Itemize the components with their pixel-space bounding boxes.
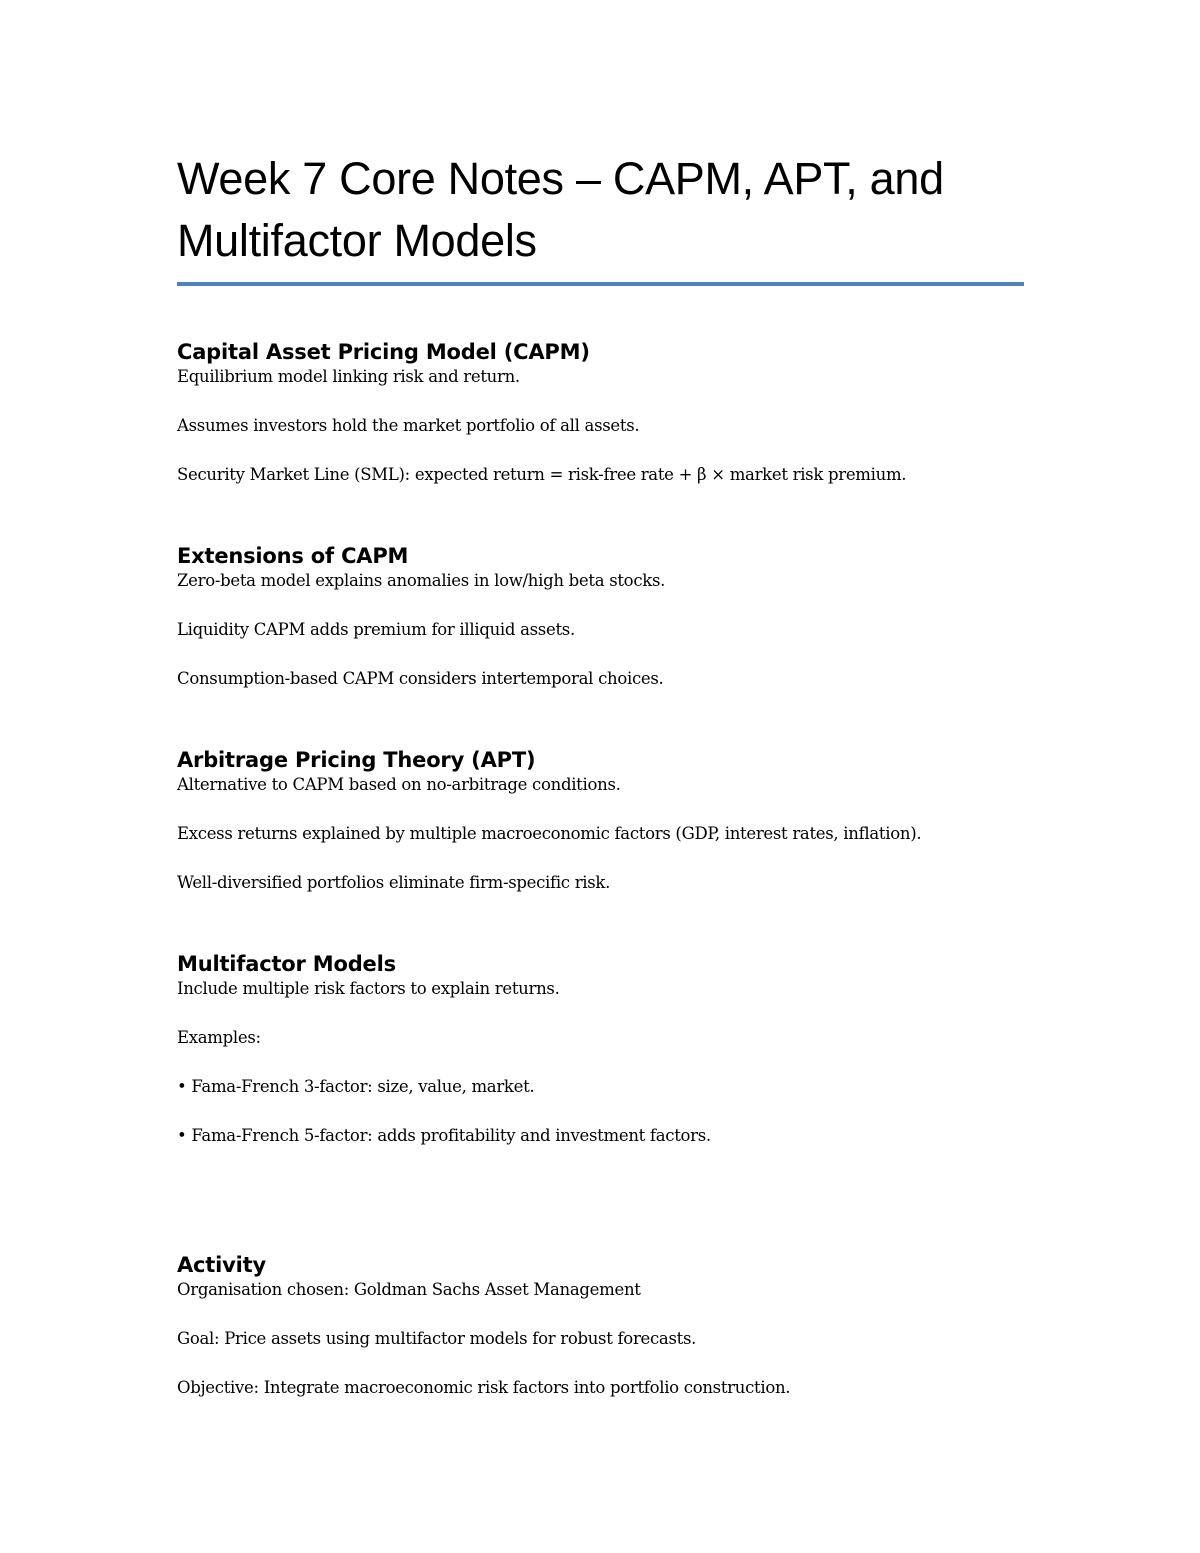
page-title <box>177 148 1027 282</box>
paragraph: Excess returns explained by multiple macroeconomic factors (GDP, interest rates, inflation). <box>177 824 922 843</box>
paragraph: Organisation chosen: Goldman Sachs Asset Management <box>177 1280 641 1299</box>
title-line-1: Week 7 Core Notes – CAPM, APT, and <box>177 153 944 204</box>
paragraph: Well-diversified portfolios eliminate firm-specific risk. <box>177 873 611 892</box>
paragraph: Include multiple risk factors to explain returns. <box>177 979 560 998</box>
paragraph: Security Market Line (SML): expected return = risk-free rate + β × market risk premium. <box>177 465 907 484</box>
paragraph: Alternative to CAPM based on no-arbitrage conditions. <box>177 775 621 794</box>
section-heading: Extensions of CAPM <box>177 544 409 568</box>
document-body <box>177 148 1027 1399</box>
section-extensions-capm <box>177 542 1027 690</box>
section-apt <box>177 746 1027 894</box>
section-heading: Arbitrage Pricing Theory (APT) <box>177 748 536 772</box>
paragraph: Liquidity CAPM adds premium for illiquid assets. <box>177 620 575 639</box>
paragraph: Assumes investors hold the market portfolio of all assets. <box>177 416 640 435</box>
section-heading: Multifactor Models <box>177 952 396 976</box>
paragraph: Goal: Price assets using multifactor models for robust forecasts. <box>177 1329 697 1348</box>
section-heading: Capital Asset Pricing Model (CAPM) <box>177 340 590 364</box>
paragraph: Objective: Integrate macroeconomic risk factors into portfolio construction. <box>177 1378 791 1397</box>
section-multifactor-models <box>177 950 1027 1147</box>
list-item: • Fama-French 3-factor: size, value, market. <box>177 1077 535 1096</box>
title-line-2: Multifactor Models <box>177 215 537 266</box>
paragraph: Examples: <box>177 1028 261 1047</box>
paragraph: Equilibrium model linking risk and return. <box>177 367 520 386</box>
paragraph: Consumption-based CAPM considers intertemporal choices. <box>177 669 664 688</box>
section-heading: Activity <box>177 1253 266 1277</box>
paragraph: Zero-beta model explains anomalies in low/high beta stocks. <box>177 571 666 590</box>
section-capm <box>177 338 1027 486</box>
list-item: • Fama-French 5-factor: adds profitability and investment factors. <box>177 1126 711 1145</box>
section-activity <box>177 1251 1027 1399</box>
title-underline <box>177 282 1024 286</box>
